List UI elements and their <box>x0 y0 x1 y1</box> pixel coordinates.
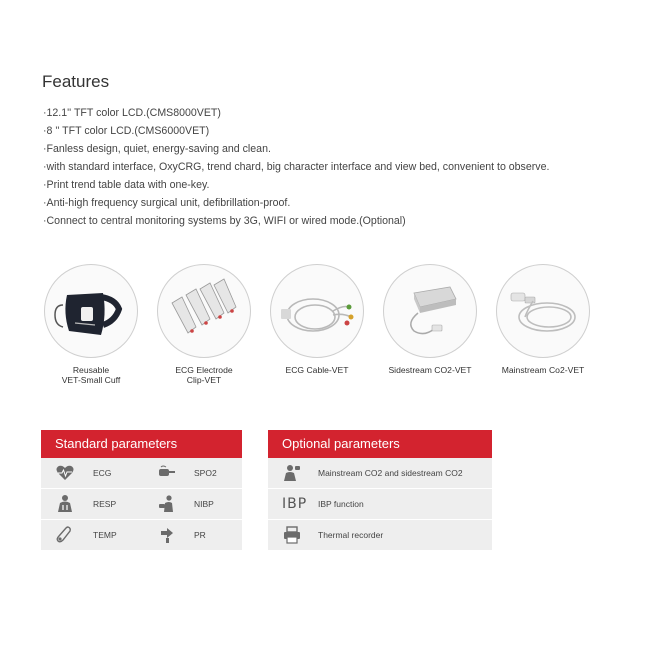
heart-ecg-icon <box>55 463 75 483</box>
accessory-ecg-cable <box>262 264 372 375</box>
accessory-label-line1: Reusable <box>72 365 110 375</box>
accessories-row <box>36 264 636 394</box>
ibp-icon: IBP <box>282 496 308 512</box>
parameter-row <box>41 458 242 489</box>
parameter-label: SPO2 <box>194 468 217 478</box>
feature-item: ·8 '' TFT color LCD.(CMS6000VET) <box>43 125 210 137</box>
accessory-label-line1: ECG Electrode <box>175 365 233 375</box>
feature-item: ·Fanless design, quiet, energy-saving and clean. <box>43 143 271 155</box>
optional-parameters-heading: Optional parameters <box>268 430 492 458</box>
parameter-label: TEMP <box>93 530 117 540</box>
accessory-label-line1: Mainstream Co2-VET <box>501 365 585 375</box>
feature-item: ·12.1'' TFT color LCD.(CMS8000VET) <box>43 107 221 119</box>
hand-pulse-icon <box>157 525 177 545</box>
parameter-label: NIBP <box>194 499 214 509</box>
feature-item: ·Anti-high frequency surgical unit, defibrillation-proof. <box>43 197 291 209</box>
thermometer-icon <box>55 525 75 545</box>
parameter-row <box>268 458 492 489</box>
optional-parameters-panel <box>268 430 492 550</box>
parameter-label: Thermal recorder <box>318 530 384 540</box>
parameter-row <box>41 520 242 550</box>
finger-sensor-icon <box>157 463 177 483</box>
accessory-ecg-clips <box>149 264 259 385</box>
accessory-label-line1: Sidestream CO2-VET <box>388 365 472 375</box>
parameter-label: ECG <box>93 468 112 478</box>
cuff-image <box>44 264 138 358</box>
standard-parameters-panel <box>41 430 242 550</box>
features-list <box>43 104 549 230</box>
feature-item: ·Connect to central monitoring systems by 3G, WIFI or wired mode.(Optional) <box>43 215 406 227</box>
feature-item: ·Print trend table data with one-key. <box>43 179 210 191</box>
parameter-label: Mainstream CO2 and sidestream CO2 <box>318 468 463 478</box>
ecg-clips-image <box>157 264 251 358</box>
sidestream-co2-image <box>383 264 477 358</box>
mainstream-co2-image <box>496 264 590 358</box>
accessory-label-line2: VET-Small Cuff <box>61 375 121 385</box>
parameter-label: IBP function <box>318 499 364 509</box>
accessory-sidestream-co2 <box>375 264 485 375</box>
cuff-arm-icon <box>157 494 177 514</box>
lungs-person-icon <box>55 494 75 514</box>
features-title: Features <box>42 72 110 91</box>
accessory-mainstream-co2 <box>488 264 598 375</box>
parameter-label: PR <box>194 530 206 540</box>
standard-parameters-heading: Standard parameters <box>41 430 242 458</box>
accessory-label-line1: ECG Cable-VET <box>285 365 349 375</box>
parameter-row <box>268 489 492 520</box>
accessory-label-line2: Clip-VET <box>186 375 222 385</box>
parameter-row <box>41 489 242 520</box>
ecg-cable-image <box>270 264 364 358</box>
parameter-label: RESP <box>93 499 117 509</box>
feature-item: ·with standard interface, OxyCRG, trend chard, big character interface and view bed, convenient to observe. <box>43 161 550 173</box>
accessory-cuff <box>36 264 146 385</box>
parameter-row <box>268 520 492 550</box>
co2-person-icon <box>282 463 302 483</box>
printer-icon <box>282 525 302 545</box>
